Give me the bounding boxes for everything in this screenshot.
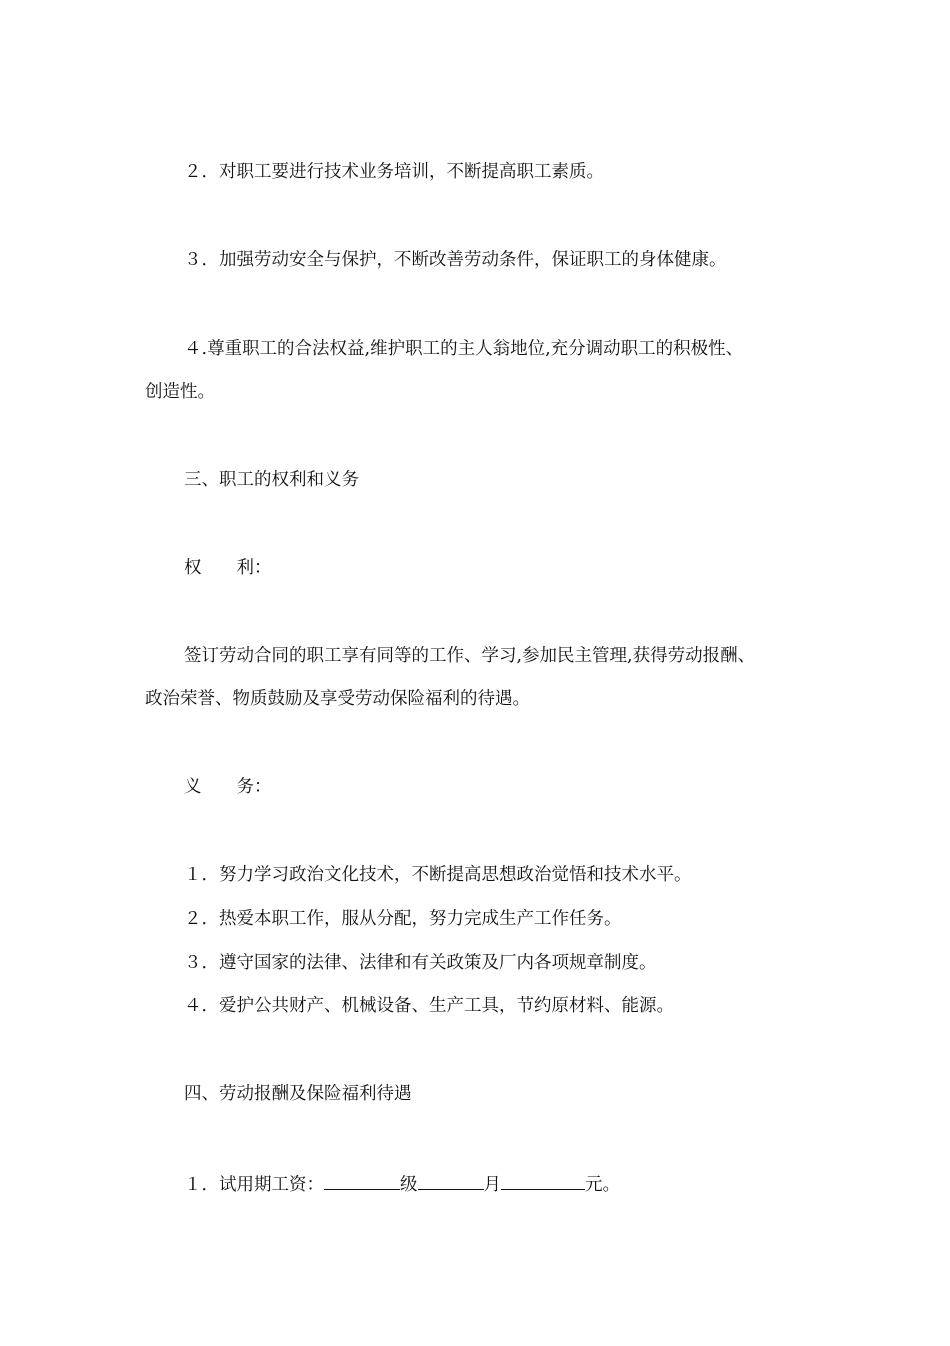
worker-duty-2: ２．热爱本职工作，服从分配，努力完成生产工作任务。 <box>184 909 622 929</box>
grade-blank[interactable] <box>324 1171 400 1190</box>
yuan-unit: 元。 <box>585 1175 620 1195</box>
duties-label: 义 务： <box>184 777 272 797</box>
rights-text-line-1: 签订劳动合同的职工享有同等的工作、学习,参加民主管理,获得劳动报酬、 <box>184 646 756 666</box>
employer-duty-3: ３．加强劳动安全与保护，不断改善劳动条件，保证职工的身体健康。 <box>184 250 727 270</box>
trial-wage-prefix: １．试用期工资： <box>184 1175 324 1195</box>
worker-duty-4: ４．爱护公共财产、机械设备、生产工具，节约原材料、能源。 <box>184 996 674 1016</box>
employer-duty-4-cont: 创造性。 <box>145 382 215 402</box>
month-blank[interactable] <box>418 1171 484 1190</box>
employer-duty-4: ４.尊重职工的合法权益,维护职工的主人翁地位,充分调动职工的积极性、 <box>184 339 744 359</box>
section-4-title: 四、劳动报酬及保险福利待遇 <box>184 1084 412 1104</box>
worker-duty-1: １．努力学习政治文化技术，不断提高思想政治觉悟和技术水平。 <box>184 865 692 885</box>
trial-wage-line <box>184 1171 620 1196</box>
employer-duty-2: ２．对职工要进行技术业务培训，不断提高职工素质。 <box>184 162 604 182</box>
rights-label: 权 利： <box>184 558 272 578</box>
yuan-blank[interactable] <box>501 1171 585 1190</box>
rights-text-line-2: 政治荣誉、物质鼓励及享受劳动保险福利的待遇。 <box>145 689 530 709</box>
month-unit: 月 <box>483 1175 501 1195</box>
section-3-title: 三、职工的权利和义务 <box>184 470 359 490</box>
grade-unit: 级 <box>400 1175 418 1195</box>
worker-duty-3: ３．遵守国家的法律、法律和有关政策及厂内各项规章制度。 <box>184 953 657 973</box>
